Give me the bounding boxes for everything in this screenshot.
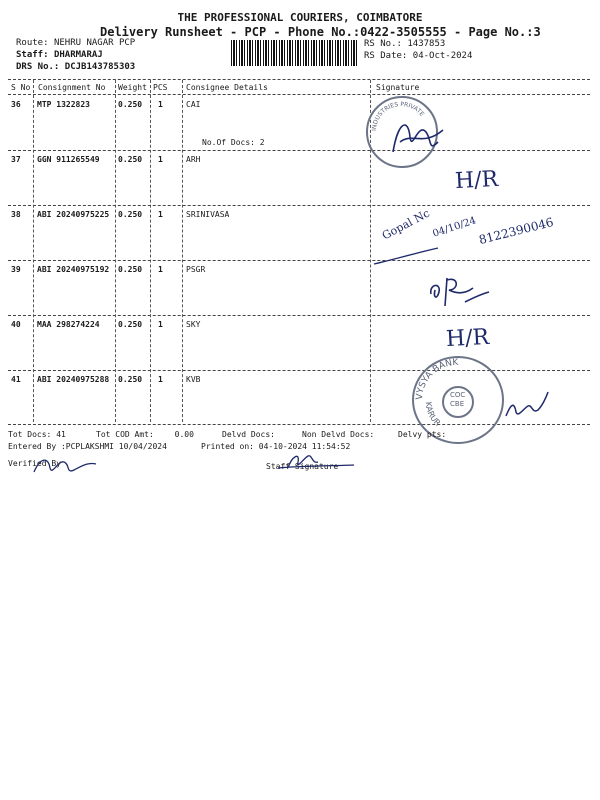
handwritten-phone-38: 8122390046 <box>477 214 555 248</box>
row-consignment: MAA 298274224 <box>37 320 100 329</box>
barcode <box>231 40 359 66</box>
tot-cod-label: Tot COD Amt: <box>96 430 154 439</box>
table-header-rule <box>8 94 590 95</box>
row-pcs: 1 <box>158 210 163 219</box>
tot-cod-value: 0.00 <box>174 430 194 439</box>
staff-label: Staff: <box>16 50 49 60</box>
row-weight: 0.250 <box>118 100 143 109</box>
col-header-consignee: Consignee Details <box>186 83 268 92</box>
col-header-sno: S No <box>11 83 31 92</box>
row-pcs: 1 <box>158 100 163 109</box>
route-line <box>16 38 135 48</box>
row-divider <box>8 260 590 261</box>
col-header-weight: Weight <box>118 83 147 92</box>
row-weight: 0.250 <box>118 155 143 164</box>
row-sno: 41 <box>11 375 21 384</box>
runsheet-title: Delivery Runsheet - PCP - Phone No.:0422-3505555 - Page No.:3 <box>100 25 541 39</box>
row-weight: 0.250 <box>118 210 143 219</box>
delvy-pts-label: Delvy pts: <box>398 430 447 439</box>
rs-date-line <box>364 51 472 61</box>
row-consignee: KVB <box>186 375 201 384</box>
row-consignment: ABI 20240975225 <box>37 210 110 219</box>
row-sno: 37 <box>11 155 21 164</box>
handwritten-name-38: Gopal Nc <box>379 206 432 243</box>
row-consignee: SKY <box>186 320 201 329</box>
rs-date-value: 04-Oct-2024 <box>412 51 473 61</box>
tot-docs-label: Tot Docs: <box>8 430 52 439</box>
tot-cod <box>96 430 194 439</box>
row-weight: 0.250 <box>118 320 143 329</box>
delvd-docs-label: Delvd Docs: <box>222 430 275 439</box>
row-divider <box>8 370 590 371</box>
row-consignment: ABI 20240975288 <box>37 375 110 384</box>
route-value: NEHRU NAGAR PCP <box>53 38 136 48</box>
svg-text:CBE: CBE <box>450 400 465 408</box>
column-divider <box>182 80 183 422</box>
col-header-signature: Signature <box>376 83 420 92</box>
rs-no-value: 1437853 <box>407 39 446 49</box>
col-header-consignment: Consignment No <box>38 83 106 92</box>
row-sno: 39 <box>11 265 21 274</box>
row-pcs: 1 <box>158 265 163 274</box>
row-consignment: ABI 20240975192 <box>37 265 110 274</box>
table-bottom-rule <box>8 424 590 425</box>
non-delvd-docs-label: Non Delvd Docs: <box>302 430 375 439</box>
row-divider <box>8 205 590 206</box>
row-pcs: 1 <box>158 320 163 329</box>
svg-text:KARUR: KARUR <box>423 401 443 428</box>
row-divider <box>8 315 590 316</box>
row-weight: 0.250 <box>118 375 143 384</box>
row-sno: 38 <box>11 210 21 219</box>
handwritten-date-38: 04/10/24 <box>431 215 478 240</box>
row-pcs: 1 <box>158 375 163 384</box>
signature-scribble <box>388 112 448 162</box>
svg-text:VYSYA BANK: VYSYA BANK <box>414 357 459 401</box>
row-consignee: SRINIVASA <box>186 210 230 219</box>
row-consignment: MTP 1322823 <box>37 100 90 109</box>
tot-docs-value: 41 <box>56 430 66 439</box>
rs-no-label: RS No.: <box>364 39 402 49</box>
drs-line <box>16 62 135 72</box>
handwritten-hr-40: H/R <box>445 324 490 353</box>
tot-docs <box>8 430 66 439</box>
col-header-pcs: PCS <box>153 83 168 92</box>
column-divider <box>33 80 34 422</box>
printed-on: Printed on: 04-10-2024 11:54:52 <box>201 442 351 451</box>
rs-date-label: RS Date: <box>364 51 408 61</box>
entered-by: Entered By :PCPLAKSHMI 10/04/2024 <box>8 442 167 451</box>
drs-value: DCJB143785303 <box>64 62 136 72</box>
svg-text:INDUSTRIES PRIVATE: INDUSTRIES PRIVATE <box>370 100 426 132</box>
signature-row-39 <box>425 272 495 312</box>
svg-text:COC: COC <box>450 391 466 399</box>
signature-row-41 <box>502 388 552 422</box>
company-title: THE PROFESSIONAL COURIERS, COIMBATORE <box>177 11 423 24</box>
staff-signature <box>268 448 358 474</box>
row-consignee: ARH <box>186 155 201 164</box>
verified-signature <box>30 452 100 480</box>
staff-value: DHARMARAJ <box>53 50 103 60</box>
row-consignment: GGN 911265549 <box>37 155 100 164</box>
signature-underline <box>372 244 442 268</box>
column-divider <box>115 80 116 422</box>
staff-signature-label: Staff Signature <box>266 462 339 471</box>
row-divider <box>8 150 590 151</box>
row-consignee: PSGR <box>186 265 206 274</box>
row-consignee: CAI <box>186 100 201 109</box>
row-sno: 40 <box>11 320 21 329</box>
row-docs-note: No.Of Docs: 2 <box>202 138 265 147</box>
row-weight: 0.250 <box>118 265 143 274</box>
column-divider <box>150 80 151 422</box>
table-top-rule <box>8 79 590 80</box>
handwritten-hr-37: H/R <box>454 166 499 195</box>
rs-no-line <box>364 39 445 49</box>
route-label: Route: <box>16 38 49 48</box>
row-sno: 36 <box>11 100 21 109</box>
staff-line <box>16 50 103 60</box>
row-pcs: 1 <box>158 155 163 164</box>
verified-by: Verified By <box>8 459 61 468</box>
drs-label: DRS No.: <box>16 62 60 72</box>
